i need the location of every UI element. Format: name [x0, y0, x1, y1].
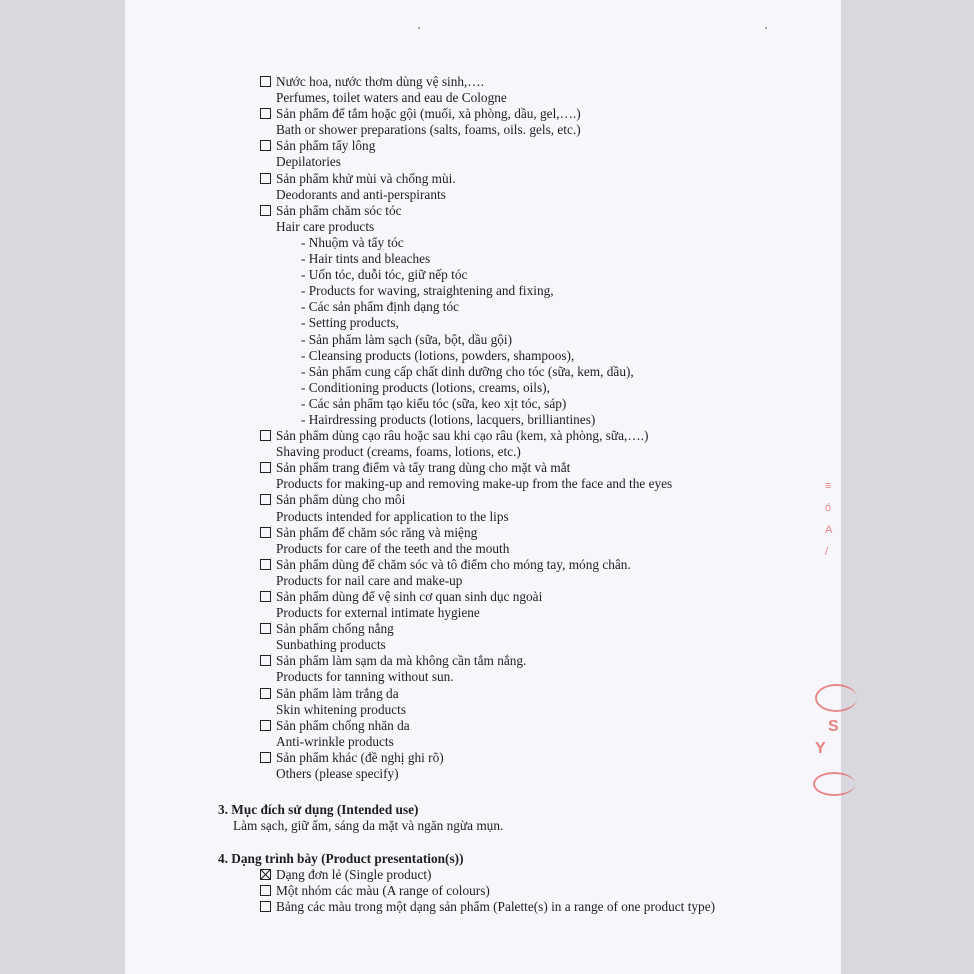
stamp-seal-fragment [813, 772, 855, 796]
item-label-en: Hair care products [276, 218, 375, 234]
item-label-en: Products for tanning without sun. [276, 669, 454, 685]
checklist-item [260, 525, 672, 541]
checkbox-icon[interactable] [260, 205, 271, 216]
item-label-vi: Sản phẩm chống nắng [276, 621, 394, 637]
hair-care-subitem: - Hairdressing products (lotions, lacquers, brilliantines) [301, 411, 596, 427]
item-label-en: Products for making-up and removing make-up from the face and the eyes [276, 476, 673, 492]
item-label-en: Products for external intimate hygiene [276, 605, 480, 621]
item-label-vi: Sản phẩm tẩy lông [276, 138, 376, 154]
option-label: Một nhóm các màu (A range of colours) [276, 883, 490, 899]
item-label-en: Others (please specify) [276, 766, 399, 782]
presentation-option [218, 867, 715, 883]
item-label-vi: Sản phẩm dùng để vệ sinh cơ quan sinh dục ngoài [276, 589, 543, 604]
intended-use-section [218, 802, 503, 834]
scan-speck [765, 27, 767, 29]
section-heading: 3. Mục đích sử dụng (Intended use) [218, 802, 419, 817]
stamp-fragment: ≡ ó A / [825, 480, 833, 558]
option-label: Bảng các màu trong một dạng sản phẩm (Palette(s) in a range of one product type) [276, 899, 716, 915]
item-label-vi: Sản phẩm khác (đề nghị ghi rõ) [276, 749, 444, 765]
checklist-item [260, 460, 672, 476]
checklist-item [260, 492, 672, 508]
item-label-vi: Sản phẩm để tắm hoặc gội (muối, xà phòng, dầu, gel,….) [276, 106, 581, 122]
checklist-item [260, 653, 672, 669]
checkbox-icon[interactable] [260, 76, 271, 87]
item-label-vi: Sản phẩm khử mùi và chống mùi. [276, 170, 456, 186]
checkbox-icon[interactable] [260, 527, 271, 538]
checkbox-icon[interactable] [260, 430, 271, 441]
item-label-vi: Sản phẩm chăm sóc tóc [276, 202, 402, 218]
hair-care-subitem: - Cleansing products (lotions, powders, shampoos), [301, 347, 575, 363]
checklist-item [260, 750, 672, 766]
checkbox-icon[interactable] [260, 885, 271, 896]
hair-care-subitem: - Products for waving, straightening and fixing, [301, 283, 554, 299]
checkbox-icon[interactable] [260, 108, 271, 119]
checklist-item [260, 589, 672, 605]
intended-use-text: Làm sạch, giữ ẩm, sáng da mặt và ngăn ngừa mụn. [233, 818, 504, 834]
item-label-en: Perfumes, toilet waters and eau de Cologne [276, 90, 507, 106]
checkbox-icon[interactable] [260, 752, 271, 763]
checklist-item [260, 138, 672, 154]
checkbox-icon[interactable] [260, 655, 271, 666]
item-label-vi: Sản phẩm trang điểm và tẩy trang dùng cho mặt và mắt [276, 460, 571, 476]
item-label-vi: Sản phẩm dùng để chăm sóc và tô điểm cho móng tay, móng chân. [276, 556, 631, 572]
checklist-item [260, 203, 672, 219]
checklist-item [260, 557, 672, 573]
hair-care-subitem: - Uốn tóc, duỗi tóc, giữ nếp tóc [301, 267, 468, 283]
stamp-fragment: Y [815, 740, 826, 757]
checkbox-checked-icon[interactable] [260, 869, 271, 880]
item-label-vi: Sản phẩm dùng cạo râu hoặc sau khi cạo râu (kem, xà phòng, sữa,….) [276, 428, 649, 444]
item-label-en: Products intended for application to the lips [276, 508, 509, 524]
checklist-item [260, 106, 672, 122]
stamp-fragment: S [828, 718, 839, 735]
item-label-en: Depilatories [276, 154, 341, 170]
checkbox-icon[interactable] [260, 462, 271, 473]
checkbox-icon[interactable] [260, 591, 271, 602]
hair-care-subitem: - Hair tints and bleaches [301, 251, 431, 267]
checkbox-icon[interactable] [260, 720, 271, 731]
hair-care-subitem: - Nhuộm và tẩy tóc [301, 234, 404, 250]
scan-speck [418, 27, 420, 29]
checkbox-icon[interactable] [260, 173, 271, 184]
checklist-item [260, 718, 672, 734]
item-label-vi: Sản phẩm chống nhăn da [276, 717, 410, 733]
hair-care-subitem: - Conditioning products (lotions, creams, oils), [301, 379, 550, 395]
hair-care-subitem: - Các sản phẩm định dạng tóc [301, 299, 460, 315]
hair-care-subitem: - Các sản phẩm tạo kiểu tóc (sữa, keo xịt tóc, sáp) [301, 395, 567, 411]
checkbox-icon[interactable] [260, 623, 271, 634]
product-category-checklist [260, 74, 672, 782]
item-label-en: Sunbathing products [276, 637, 386, 653]
checklist-item [260, 686, 672, 702]
item-label-en: Products for nail care and make-up [276, 572, 463, 588]
item-label-en: Products for care of the teeth and the mouth [276, 540, 510, 556]
option-label: Dạng đơn lẻ (Single product) [276, 867, 432, 883]
checkbox-icon[interactable] [260, 901, 271, 912]
checkbox-icon[interactable] [260, 559, 271, 570]
item-label-en: Shaving product (creams, foams, lotions, etc.) [276, 444, 521, 460]
checkbox-icon[interactable] [260, 494, 271, 505]
document-page [125, 0, 841, 974]
checkbox-icon[interactable] [260, 688, 271, 699]
item-label-vi: Sản phẩm để chăm sóc răng và miệng [276, 524, 478, 540]
checklist-item [260, 171, 672, 187]
item-label-en: Skin whitening products [276, 701, 407, 717]
product-presentation-section [218, 851, 715, 915]
hair-care-subitem: - Sản phẩm làm sạch (sữa, bột, dầu gội) [301, 331, 513, 347]
checklist-item [260, 621, 672, 637]
item-label-en: Bath or shower preparations (salts, foams, oils. gels, etc.) [276, 122, 581, 138]
item-label-en: Deodorants and anti-perspirants [276, 186, 446, 202]
item-label-vi: Sản phẩm làm trắng da [276, 685, 399, 701]
item-label-vi: Sản phẩm dùng cho môi [276, 492, 406, 508]
item-label-vi: Sản phẩm làm sạm da mà không cần tắm nắng. [276, 653, 527, 669]
presentation-option [218, 883, 715, 899]
stamp-seal-fragment [815, 684, 857, 712]
presentation-option [218, 899, 715, 915]
item-label-vi: Nước hoa, nước thơm dùng vệ sinh,…. [276, 74, 484, 89]
item-label-en: Anti-wrinkle products [276, 733, 394, 749]
section-heading: 4. Dạng trình bày (Product presentation(s)) [218, 851, 464, 866]
checkbox-icon[interactable] [260, 140, 271, 151]
checklist-item [260, 428, 672, 444]
hair-care-subitem: - Sản phẩm cung cấp chất dinh dưỡng cho tóc (sữa, kem, dầu), [301, 363, 634, 379]
checklist-item [260, 74, 672, 90]
hair-care-subitem: - Setting products, [301, 315, 399, 331]
